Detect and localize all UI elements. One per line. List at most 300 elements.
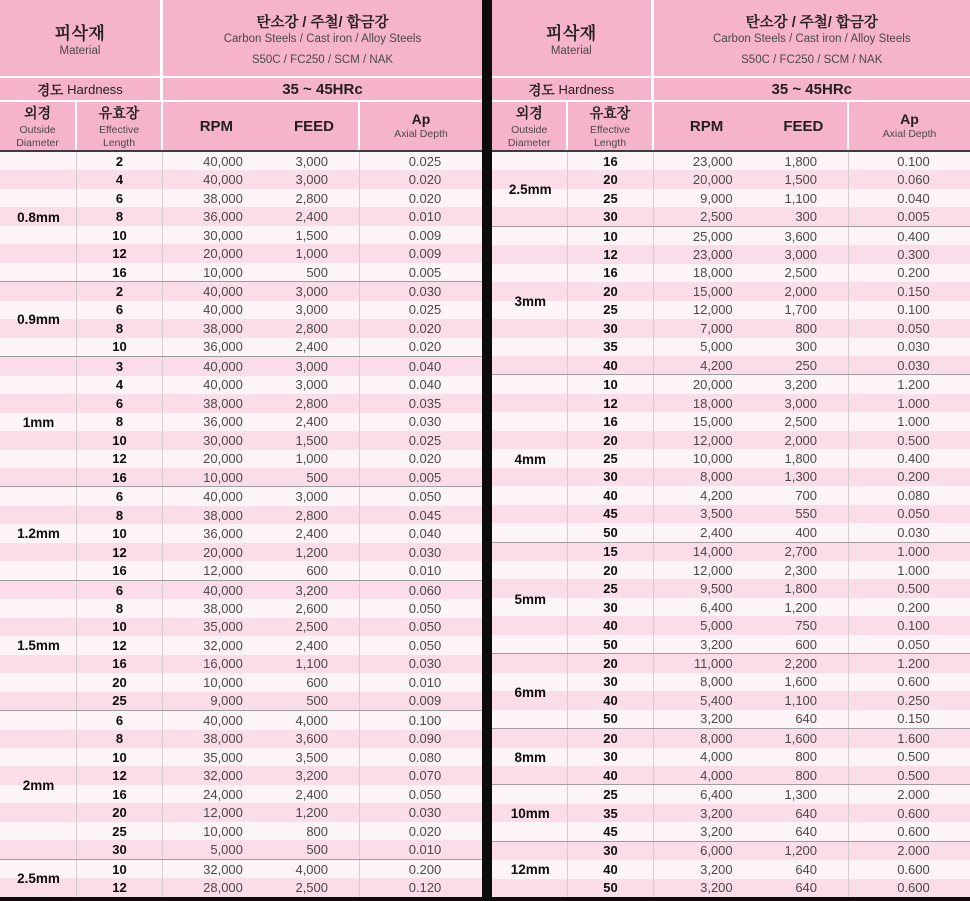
rpm-cell: 38,000 — [203, 395, 243, 411]
rpm-cell: 4,200 — [700, 487, 733, 503]
feed-cell: 2,400 — [270, 785, 360, 803]
ap-cell: 1.200 — [897, 655, 930, 671]
len-cell: 12 — [568, 394, 653, 412]
len-cell: 25 — [568, 785, 653, 803]
rpm-cell: 23,000 — [692, 246, 733, 262]
len-cell: 10 — [77, 860, 163, 878]
rpm-cell: 3,200 — [700, 805, 733, 821]
steel-grades: S50C / FC250 / SCM / NAK — [251, 53, 394, 66]
len-cell: 8 — [77, 730, 163, 748]
ap-cell: 0.030 — [408, 414, 442, 430]
table-row — [0, 486, 482, 505]
feed-cell: 3,200 — [270, 766, 360, 784]
len-cell: 20 — [568, 282, 653, 300]
feed-cell: 3,000 — [270, 282, 360, 300]
diameter-spacer — [0, 561, 77, 579]
len-cell: 8 — [77, 506, 163, 524]
len-cell: 12 — [77, 244, 163, 262]
ap-cell: 0.010 — [408, 842, 442, 858]
rpm-cell: 4,200 — [700, 357, 733, 373]
rpm-cell: 6,400 — [700, 599, 733, 615]
rpm-cell: 4,000 — [700, 749, 733, 765]
len-cell: 30 — [568, 207, 653, 225]
diameter-spacer — [0, 673, 77, 691]
feed-cell: 4,000 — [270, 860, 360, 878]
ap-cell: 0.020 — [408, 172, 442, 188]
ap-cell: 0.600 — [897, 861, 930, 877]
diameter-label: 1.2mm — [17, 526, 60, 542]
table-row — [0, 673, 482, 691]
table-row — [0, 244, 482, 262]
len-cell: 25 — [568, 189, 653, 207]
len-cell: 30 — [568, 468, 653, 486]
diameter-spacer — [0, 803, 77, 821]
rpm-cell: 8,000 — [700, 674, 733, 690]
ap-cell: 0.100 — [897, 302, 930, 318]
rpm-cell: 7,000 — [700, 320, 733, 336]
ap-cell: 1.600 — [897, 730, 930, 746]
cutting-conditions-table-right — [492, 0, 970, 901]
table-row — [0, 636, 482, 654]
len-cell: 16 — [568, 412, 653, 430]
rpm-cell: 15,000 — [692, 283, 733, 299]
ap-cell: 0.040 — [897, 190, 930, 206]
feed-cell: 2,500 — [760, 412, 849, 430]
rpm-cell: 40,000 — [203, 489, 243, 505]
diameter-spacer — [0, 524, 77, 542]
feed-cell: 1,100 — [270, 655, 360, 673]
feed-cell: 2,800 — [270, 189, 360, 207]
table-row — [0, 561, 482, 579]
rpm-cell: 38,000 — [203, 507, 243, 523]
steels-en: Carbon Steels / Cast iron / Alloy Steels — [223, 32, 422, 45]
diameter-spacer — [492, 356, 568, 374]
table-row — [492, 579, 970, 597]
table-row — [492, 879, 970, 897]
ap-cell: 0.035 — [408, 395, 442, 411]
len-cell: 25 — [568, 301, 653, 319]
table-row — [492, 170, 970, 188]
table-row — [0, 356, 482, 375]
feed-cell: 750 — [760, 616, 849, 634]
table-row — [0, 580, 482, 599]
ap-cell: 0.060 — [408, 582, 442, 598]
table-row — [492, 468, 970, 486]
table-row — [492, 710, 970, 728]
ap-cell: 0.009 — [408, 227, 442, 243]
diameter-spacer — [492, 282, 568, 300]
feed-cell: 300 — [760, 338, 849, 356]
rpm-cell: 30,000 — [203, 432, 243, 448]
table-row — [0, 803, 482, 821]
diameter-spacer — [492, 561, 568, 579]
steels-en: Carbon Steels / Cast iron / Alloy Steels — [713, 32, 911, 45]
material-label-cell — [0, 0, 163, 76]
column-header-row — [0, 102, 482, 152]
material-value-cell — [163, 0, 482, 76]
ap-cell: 0.500 — [897, 749, 930, 765]
table-row — [0, 785, 482, 803]
rpm-cell: 9,000 — [210, 693, 243, 709]
column-header-row — [492, 102, 970, 152]
ap-cell: 0.600 — [897, 805, 930, 821]
len-cell: 30 — [568, 748, 653, 766]
diameter-spacer — [0, 748, 77, 766]
rpm-cell: 38,000 — [203, 731, 243, 747]
len-cell: 12 — [77, 766, 163, 784]
ap-cell: 0.050 — [897, 636, 930, 652]
table-row — [492, 616, 970, 634]
ap-cell: 0.100 — [897, 618, 930, 634]
len-cell: 30 — [568, 319, 653, 337]
feed-cell: 1,200 — [270, 803, 360, 821]
ap-cell: 0.070 — [408, 768, 442, 784]
data-rows-right — [492, 152, 970, 897]
hardness-value: 35 ~ 45HRc — [771, 80, 853, 98]
len-cell: 40 — [568, 356, 653, 374]
diameter-spacer — [492, 227, 568, 245]
len-cell: 6 — [77, 301, 163, 319]
diameter-spacer — [0, 581, 77, 599]
len-cell: 25 — [568, 449, 653, 467]
len-cell: 10 — [568, 375, 653, 393]
diameter-spacer — [492, 804, 568, 822]
len-cell: 8 — [77, 319, 163, 337]
rpm-cell: 36,000 — [203, 526, 243, 542]
feed-cell: 2,300 — [760, 561, 849, 579]
len-cell: 40 — [568, 766, 653, 784]
feed-cell: 550 — [760, 505, 849, 523]
diameter-spacer — [492, 766, 568, 784]
ap-cell: 0.030 — [408, 284, 442, 300]
ap-cell: 0.400 — [897, 228, 930, 244]
len-cell: 16 — [77, 263, 163, 281]
diameter-spacer — [492, 654, 568, 672]
rpm-cell: 40,000 — [203, 284, 243, 300]
ap-cell: 0.025 — [408, 153, 442, 169]
len-cell: 25 — [77, 822, 163, 840]
feed-cell: 800 — [760, 748, 849, 766]
feed-cell: 600 — [760, 635, 849, 653]
ap-cell: 0.200 — [897, 599, 930, 615]
len-cell: 6 — [77, 581, 163, 599]
feed-cell: 2,200 — [760, 654, 849, 672]
feed-cell: 1,600 — [760, 729, 849, 747]
diameter-spacer — [492, 598, 568, 616]
material-header — [0, 0, 482, 78]
diameter-spacer — [0, 244, 77, 262]
table-row — [0, 226, 482, 244]
table-row — [0, 263, 482, 281]
rpm-cell: 36,000 — [203, 339, 243, 355]
rpm-cell: 40,000 — [203, 712, 243, 728]
table-row — [0, 301, 482, 319]
table-row — [492, 319, 970, 337]
diameter-label: 10mm — [510, 805, 550, 821]
diameter-spacer — [0, 431, 77, 449]
feed-cell: 500 — [270, 263, 360, 281]
ap-cell: 0.010 — [408, 674, 442, 690]
table-row — [492, 860, 970, 878]
rpm-cell: 3,200 — [700, 880, 733, 896]
table-row — [0, 618, 482, 636]
rpm-cell: 8,000 — [700, 469, 733, 485]
len-cell: 15 — [568, 543, 653, 561]
ap-cell: 0.005 — [408, 264, 442, 280]
ap-cell: 0.020 — [408, 339, 442, 355]
table-row — [492, 301, 970, 319]
len-cell: 16 — [568, 152, 653, 170]
diameter-label: 1mm — [22, 414, 55, 430]
feed-cell: 1,300 — [760, 785, 849, 803]
len-cell: 12 — [77, 450, 163, 468]
diameter-spacer — [0, 189, 77, 207]
diameter-spacer — [0, 860, 77, 878]
ap-cell: 0.010 — [408, 563, 442, 579]
len-cell: 20 — [568, 431, 653, 449]
diameter-label: 1.5mm — [17, 638, 60, 654]
hardness-label-ko: 경도 — [528, 83, 555, 98]
len-cell: 35 — [568, 338, 653, 356]
table-row — [0, 543, 482, 561]
len-cell: 10 — [77, 338, 163, 356]
len-cell: 45 — [568, 505, 653, 523]
diameter-spacer — [0, 822, 77, 840]
table-row — [0, 859, 482, 878]
table-row — [492, 748, 970, 766]
ap-cell: 0.080 — [408, 749, 442, 765]
ap-cell: 0.030 — [897, 339, 930, 355]
ap-cell: 0.040 — [408, 377, 442, 393]
len-cell: 6 — [77, 487, 163, 505]
diameter-spacer — [0, 226, 77, 244]
rpm-cell: 20,000 — [692, 172, 733, 188]
rpm-cell: 32,000 — [203, 768, 243, 784]
len-cell: 10 — [568, 227, 653, 245]
ap-cell: 0.009 — [408, 246, 442, 262]
feed-cell: 2,800 — [270, 394, 360, 412]
feed-cell: 1,100 — [760, 691, 849, 709]
feed-cell: 1,800 — [760, 579, 849, 597]
cutting-conditions-table-left — [0, 0, 482, 901]
diameter-spacer — [492, 264, 568, 282]
ap-cell: 0.050 — [408, 637, 442, 653]
col-header-rpm: RPM — [199, 117, 234, 135]
ap-cell: 0.050 — [897, 320, 930, 336]
diameter-spacer — [492, 486, 568, 504]
rpm-cell: 3,200 — [700, 711, 733, 727]
len-cell: 12 — [568, 245, 653, 263]
rpm-cell: 40,000 — [203, 358, 243, 374]
ap-cell: 0.040 — [408, 526, 442, 542]
rpm-cell: 10,000 — [203, 264, 243, 280]
len-cell: 10 — [77, 748, 163, 766]
len-cell: 6 — [77, 189, 163, 207]
table-row — [492, 449, 970, 467]
rpm-cell: 3,200 — [700, 824, 733, 840]
table-row — [492, 841, 970, 860]
table-row — [0, 506, 482, 524]
feed-cell: 1,800 — [760, 152, 849, 170]
len-cell: 20 — [568, 654, 653, 672]
table-row — [0, 692, 482, 710]
table-row — [0, 730, 482, 748]
rpm-cell: 40,000 — [203, 172, 243, 188]
feed-cell: 1,200 — [760, 598, 849, 616]
len-cell: 30 — [568, 673, 653, 691]
rpm-cell: 38,000 — [203, 600, 243, 616]
diameter-spacer — [492, 375, 568, 393]
diameter-label: 5mm — [514, 591, 546, 607]
ap-cell: 0.020 — [408, 190, 442, 206]
ap-cell: 0.040 — [408, 358, 442, 374]
feed-cell: 1,300 — [760, 468, 849, 486]
diameter-spacer — [492, 822, 568, 840]
diameter-spacer — [492, 394, 568, 412]
feed-cell: 640 — [760, 879, 849, 897]
len-cell: 2 — [77, 152, 163, 170]
feed-cell: 250 — [760, 356, 849, 374]
diameter-spacer — [0, 711, 77, 729]
rpm-cell: 16,000 — [203, 656, 243, 672]
len-cell: 8 — [77, 413, 163, 431]
center-divider-bar — [482, 0, 492, 901]
table-row — [0, 281, 482, 300]
rpm-cell: 35,000 — [203, 749, 243, 765]
feed-cell: 2,500 — [270, 618, 360, 636]
table-row — [492, 207, 970, 225]
len-cell: 20 — [568, 729, 653, 747]
ap-cell: 0.200 — [408, 861, 442, 877]
ap-cell: 0.050 — [408, 786, 442, 802]
table-row — [492, 728, 970, 747]
feed-cell: 2,400 — [270, 413, 360, 431]
table-row — [492, 189, 970, 207]
diameter-spacer — [0, 487, 77, 505]
feed-cell: 3,500 — [270, 748, 360, 766]
ap-cell: 0.020 — [408, 451, 442, 467]
feed-cell: 500 — [270, 692, 360, 710]
rpm-cell: 38,000 — [203, 320, 243, 336]
diameter-spacer — [492, 691, 568, 709]
feed-cell: 300 — [760, 207, 849, 225]
ap-cell: 0.020 — [408, 823, 442, 839]
diameter-spacer — [492, 710, 568, 728]
feed-cell: 1,100 — [760, 189, 849, 207]
len-cell: 10 — [77, 524, 163, 542]
len-cell: 10 — [77, 618, 163, 636]
feed-cell: 3,200 — [760, 375, 849, 393]
diameter-label: 2mm — [22, 777, 55, 793]
len-cell: 16 — [568, 264, 653, 282]
feed-cell: 2,600 — [270, 599, 360, 617]
diameter-spacer — [492, 207, 568, 225]
ap-cell: 0.500 — [897, 432, 930, 448]
ap-cell: 0.050 — [408, 489, 442, 505]
feed-cell: 800 — [270, 822, 360, 840]
feed-cell: 2,500 — [760, 264, 849, 282]
len-cell: 6 — [77, 711, 163, 729]
table-row — [0, 468, 482, 486]
table-row — [0, 338, 482, 356]
rpm-cell: 28,000 — [203, 880, 243, 896]
rpm-cell: 10,000 — [203, 469, 243, 485]
material-value-cell — [654, 0, 970, 76]
diameter-spacer — [0, 207, 77, 225]
diameter-spacer — [0, 730, 77, 748]
rpm-cell: 5,000 — [210, 842, 243, 858]
table-row — [492, 226, 970, 245]
len-cell: 30 — [568, 842, 653, 860]
diameter-spacer — [492, 152, 568, 170]
diameter-spacer — [0, 170, 77, 188]
diameter-spacer — [0, 450, 77, 468]
feed-cell: 2,800 — [270, 506, 360, 524]
len-cell: 12 — [77, 543, 163, 561]
diameter-spacer — [492, 616, 568, 634]
diameter-spacer — [492, 505, 568, 523]
ap-cell: 0.200 — [897, 265, 930, 281]
feed-cell: 3,000 — [760, 394, 849, 412]
ap-cell: 0.100 — [408, 712, 442, 728]
diameter-spacer — [0, 840, 77, 858]
rpm-cell: 11,000 — [693, 655, 733, 671]
hardness-label-ko: 경도 — [37, 83, 64, 98]
feed-cell: 800 — [760, 319, 849, 337]
rpm-cell: 30,000 — [203, 227, 243, 243]
diameter-spacer — [0, 692, 77, 710]
len-cell: 40 — [568, 616, 653, 634]
rpm-cell: 6,400 — [700, 787, 733, 803]
material-label-en: Material — [59, 45, 101, 57]
len-cell: 16 — [77, 785, 163, 803]
hardness-row — [492, 78, 970, 102]
len-cell: 3 — [77, 357, 163, 375]
ap-cell: 0.120 — [408, 880, 442, 896]
len-cell: 50 — [568, 710, 653, 728]
table-row — [492, 374, 970, 393]
hardness-label-cell — [492, 78, 654, 100]
len-cell: 40 — [568, 860, 653, 878]
rpm-cell: 18,000 — [692, 395, 733, 411]
len-cell: 8 — [77, 599, 163, 617]
bottom-bar — [0, 897, 970, 901]
diameter-spacer — [0, 282, 77, 300]
diameter-spacer — [492, 189, 568, 207]
len-cell: 4 — [77, 376, 163, 394]
col-header-feed: FEED — [760, 102, 849, 150]
diameter-label: 3mm — [514, 293, 546, 309]
feed-cell: 2,500 — [270, 878, 360, 896]
diameter-spacer — [0, 152, 77, 170]
len-cell: 12 — [77, 878, 163, 896]
table-row — [0, 319, 482, 337]
ap-cell: 0.500 — [897, 767, 930, 783]
feed-cell: 500 — [270, 468, 360, 486]
len-cell: 20 — [77, 803, 163, 821]
diameter-spacer — [0, 338, 77, 356]
col-header-ap: Ap Axial Depth — [394, 111, 448, 141]
rpm-cell: 20,000 — [692, 377, 733, 393]
rpm-cell: 40,000 — [203, 582, 243, 598]
diameter-spacer — [0, 878, 77, 896]
ap-cell: 0.030 — [408, 805, 442, 821]
col-header-feed: FEED — [270, 102, 360, 150]
feed-cell: 3,000 — [760, 245, 849, 263]
table-row — [0, 655, 482, 673]
ap-cell: 0.060 — [897, 172, 930, 188]
feed-cell: 3,600 — [760, 227, 849, 245]
